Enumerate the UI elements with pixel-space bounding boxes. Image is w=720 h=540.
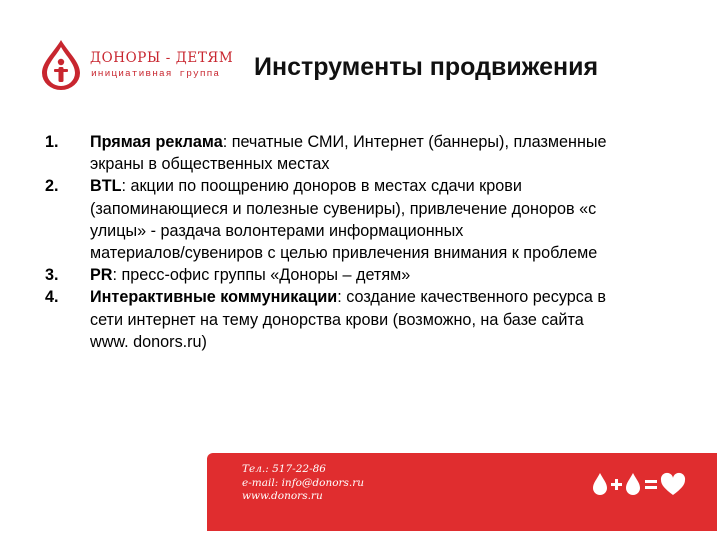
list-term: BTL	[90, 177, 122, 196]
list-text: : пресс-офис группы «Доноры – детям»	[112, 266, 411, 285]
list-term: Прямая реклама	[90, 133, 223, 151]
blood-drop-icon	[593, 473, 607, 495]
list-text: : акции по поощрению доноров в местах сдачи крови	[121, 177, 522, 196]
list-number: 3.	[45, 266, 59, 285]
logo-subtitle: инициативная группа	[91, 68, 221, 79]
list-term: PR	[90, 266, 113, 285]
site-text: www.donors.ru	[242, 490, 323, 502]
blood-drop-icon	[626, 473, 640, 495]
logo-title: ДОНОРЫ - ДЕТЯМ	[90, 50, 234, 66]
list-text: (запоминающиеся и полезные сувениры), привлечение доноров «с	[90, 199, 597, 218]
list-number: 4.	[45, 288, 59, 307]
numbered-list	[45, 131, 690, 353]
list-number: 1.	[45, 133, 59, 151]
list-text: сети интернет на тему донорства крови (возможно, на базе сайта	[90, 310, 584, 329]
list-text: материалов/сувениров с целью привлечения внимания к проблеме	[90, 244, 598, 263]
logo	[38, 38, 253, 92]
list-number: 2.	[45, 177, 59, 196]
phone-text: Тел.: 517-22-86	[242, 463, 326, 475]
plus-icon	[611, 479, 622, 490]
footer-banner	[207, 453, 717, 531]
email-text: e-mail: info@donors.ru	[242, 476, 365, 489]
logo-drop-icon	[38, 38, 84, 92]
drop-plus-drop-equals-heart-icon	[591, 471, 691, 497]
heart-icon	[661, 473, 685, 495]
equals-icon	[645, 480, 657, 489]
list-term: Интерактивные коммуникации	[90, 288, 338, 307]
list-text: улицы» - раздача волонтерами информационных	[90, 221, 464, 240]
list-text: www. donors.ru)	[90, 332, 207, 351]
list-text: : создание качественного ресурса в	[337, 288, 606, 307]
list-text: экраны в общественных местах	[90, 155, 330, 174]
list-item	[45, 286, 690, 353]
contacts-block	[242, 463, 364, 504]
list-item	[45, 131, 690, 175]
list-item	[45, 175, 690, 264]
slide-title: Инструменты продвижения	[254, 53, 599, 81]
list-item	[45, 264, 690, 286]
list-text: : печатные СМИ, Интернет (баннеры), плазменные	[222, 133, 607, 151]
